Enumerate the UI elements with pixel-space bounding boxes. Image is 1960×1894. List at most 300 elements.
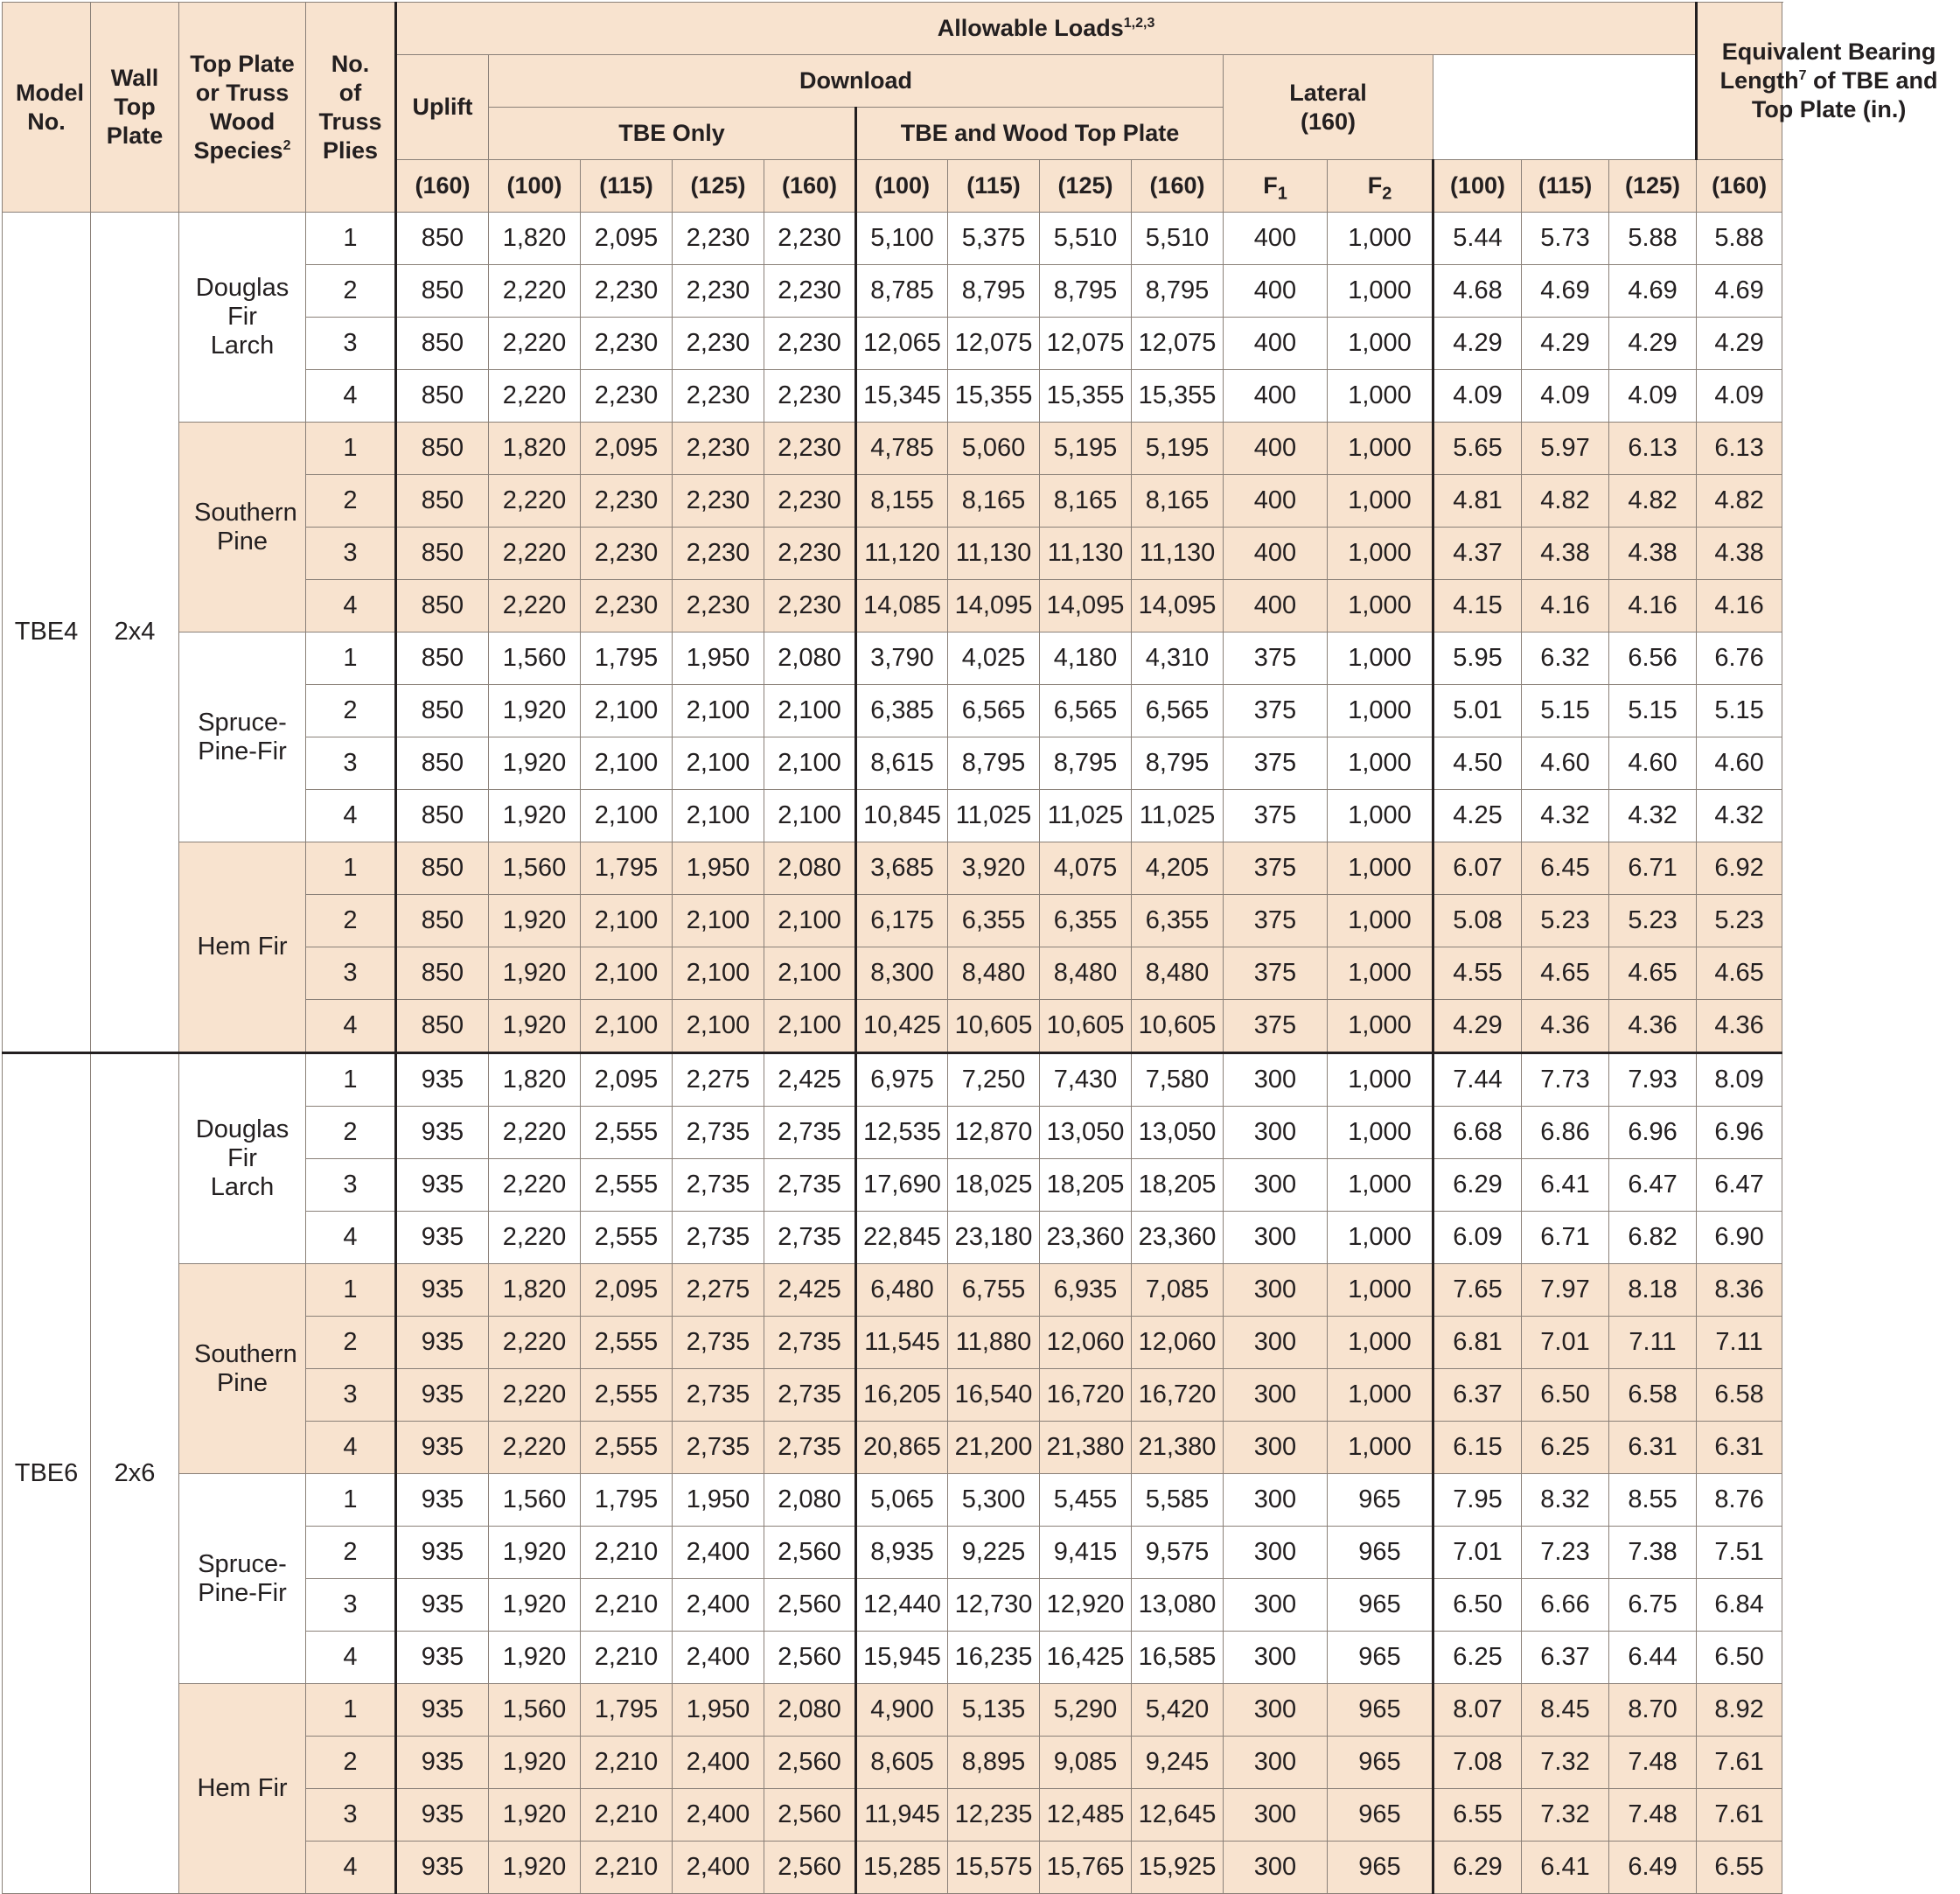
tbe-only-160-cell: 2,560 — [764, 1842, 856, 1894]
ebl-160-cell: 7.61 — [1697, 1737, 1782, 1789]
plies-cell: 2 — [306, 265, 396, 318]
tbe-wood-125-cell: 6,935 — [1040, 1264, 1132, 1317]
plies-cell: 2 — [306, 895, 396, 947]
header-model-no: Model No. — [3, 3, 91, 213]
tbe-wood-115-cell: 21,200 — [948, 1422, 1040, 1474]
ebl-160-cell: 8.76 — [1697, 1474, 1782, 1527]
uplift-160-cell: 850 — [396, 632, 489, 685]
ebl-100-cell: 4.81 — [1433, 475, 1522, 528]
lateral-f2-cell: 1,000 — [1328, 1422, 1433, 1474]
tbe-wood-125-cell: 5,455 — [1040, 1474, 1132, 1527]
tbe-wood-160-cell: 23,360 — [1132, 1212, 1224, 1264]
tbe-only-100-cell: 1,920 — [489, 790, 581, 842]
uplift-160-cell: 935 — [396, 1053, 489, 1107]
tbe-wood-100-cell: 15,285 — [856, 1842, 948, 1894]
header-tbe-wood-125: (125) — [1040, 160, 1132, 213]
ebl-100-cell: 5.44 — [1433, 213, 1522, 265]
uplift-160-cell: 850 — [396, 265, 489, 318]
tbe-only-160-cell: 2,230 — [764, 528, 856, 580]
ebl-160-cell: 6.50 — [1697, 1632, 1782, 1684]
ebl-100-cell: 5.01 — [1433, 685, 1522, 737]
tbe-only-100-cell: 1,920 — [489, 1000, 581, 1053]
header-lateral: Lateral (160) — [1224, 55, 1433, 160]
tbe-wood-100-cell: 12,440 — [856, 1579, 948, 1632]
tbe-wood-115-cell: 14,095 — [948, 580, 1040, 632]
ebl-125-cell: 4.16 — [1609, 580, 1697, 632]
tbe-wood-100-cell: 6,175 — [856, 895, 948, 947]
tbe-only-160-cell: 2,735 — [764, 1159, 856, 1212]
tbe-only-160-cell: 2,230 — [764, 265, 856, 318]
tbe-only-100-cell: 1,560 — [489, 1684, 581, 1737]
lateral-f1-cell: 300 — [1224, 1684, 1328, 1737]
tbe-wood-100-cell: 20,865 — [856, 1422, 948, 1474]
plies-cell: 3 — [306, 1579, 396, 1632]
tbe-only-125-cell: 2,400 — [673, 1579, 764, 1632]
tbe-only-160-cell: 2,100 — [764, 895, 856, 947]
ebl-160-cell: 6.31 — [1697, 1422, 1782, 1474]
tbe-wood-125-cell: 7,430 — [1040, 1053, 1132, 1107]
tbe-only-100-cell: 2,220 — [489, 1422, 581, 1474]
ebl-125-cell: 7.48 — [1609, 1789, 1697, 1842]
species-cell — [179, 842, 306, 1053]
tbe-wood-125-cell: 11,025 — [1040, 790, 1132, 842]
tbe-only-115-cell: 2,100 — [581, 790, 673, 842]
tbe-wood-100-cell: 10,845 — [856, 790, 948, 842]
ebl-115-cell: 4.32 — [1522, 790, 1609, 842]
ebl-115-cell: 4.38 — [1522, 528, 1609, 580]
ebl-100-cell: 7.44 — [1433, 1053, 1522, 1107]
ebl-125-cell: 4.09 — [1609, 370, 1697, 423]
tbe-wood-115-cell: 8,795 — [948, 737, 1040, 790]
tbe-wood-160-cell: 12,075 — [1132, 318, 1224, 370]
plies-cell: 1 — [306, 423, 396, 475]
ebl-125-cell: 4.65 — [1609, 947, 1697, 1000]
uplift-160-cell: 935 — [396, 1474, 489, 1527]
ebl-160-cell: 6.90 — [1697, 1212, 1782, 1264]
tbe-wood-160-cell: 10,605 — [1132, 1000, 1224, 1053]
plies-cell: 4 — [306, 1422, 396, 1474]
tbe-wood-160-cell: 12,060 — [1132, 1317, 1224, 1369]
tbe-only-115-cell: 2,555 — [581, 1422, 673, 1474]
ebl-160-cell: 6.13 — [1697, 423, 1782, 475]
ebl-125-cell: 6.75 — [1609, 1579, 1697, 1632]
plies-cell: 1 — [306, 213, 396, 265]
tbe-only-100-cell: 1,920 — [489, 947, 581, 1000]
lateral-f1-cell: 400 — [1224, 580, 1328, 632]
tbe-only-100-cell: 1,920 — [489, 1789, 581, 1842]
tbe-only-100-cell: 2,220 — [489, 475, 581, 528]
tbe-only-115-cell: 2,210 — [581, 1579, 673, 1632]
tbe-wood-100-cell: 22,845 — [856, 1212, 948, 1264]
plies-cell: 1 — [306, 842, 396, 895]
header-uplift-160: (160) — [396, 160, 489, 213]
ebl-160-cell: 6.76 — [1697, 632, 1782, 685]
lateral-f1-cell: 400 — [1224, 213, 1328, 265]
uplift-160-cell: 935 — [396, 1789, 489, 1842]
tbe-wood-100-cell: 14,085 — [856, 580, 948, 632]
species-cell — [179, 423, 306, 632]
tbe-wood-115-cell: 10,605 — [948, 1000, 1040, 1053]
tbe-only-125-cell: 2,230 — [673, 580, 764, 632]
tbe-wood-160-cell: 8,795 — [1132, 265, 1224, 318]
tbe-only-100-cell: 1,920 — [489, 1527, 581, 1579]
tbe-wood-125-cell: 13,050 — [1040, 1107, 1132, 1159]
tbe-wood-160-cell: 11,025 — [1132, 790, 1224, 842]
tbe-wood-160-cell: 8,795 — [1132, 737, 1224, 790]
tbe-wood-115-cell: 15,355 — [948, 370, 1040, 423]
tbe-only-115-cell: 2,230 — [581, 475, 673, 528]
header-ebl-100: (100) — [1433, 160, 1522, 213]
tbe-wood-115-cell: 11,880 — [948, 1317, 1040, 1369]
table-row — [3, 1053, 1782, 1107]
tbe-wood-100-cell: 8,615 — [856, 737, 948, 790]
tbe-only-160-cell: 2,080 — [764, 632, 856, 685]
header-tbe-wood-100: (100) — [856, 160, 948, 213]
lateral-f2-cell: 1,000 — [1328, 685, 1433, 737]
species-cell — [179, 1264, 306, 1474]
tbe-wood-115-cell: 18,025 — [948, 1159, 1040, 1212]
lateral-f2-cell: 965 — [1328, 1737, 1433, 1789]
tbe-only-115-cell: 2,230 — [581, 265, 673, 318]
tbe-wood-115-cell: 11,130 — [948, 528, 1040, 580]
lateral-f2-cell: 1,000 — [1328, 370, 1433, 423]
lateral-f2-cell: 1,000 — [1328, 1212, 1433, 1264]
tbe-only-100-cell: 1,920 — [489, 1632, 581, 1684]
tbe-only-125-cell: 2,735 — [673, 1317, 764, 1369]
plies-cell: 4 — [306, 1842, 396, 1894]
tbe-wood-125-cell: 5,510 — [1040, 213, 1132, 265]
plies-cell: 3 — [306, 1789, 396, 1842]
tbe-only-160-cell: 2,735 — [764, 1422, 856, 1474]
tbe-wood-115-cell: 9,225 — [948, 1527, 1040, 1579]
ebl-125-cell: 5.23 — [1609, 895, 1697, 947]
ebl-100-cell: 4.15 — [1433, 580, 1522, 632]
uplift-160-cell: 935 — [396, 1264, 489, 1317]
tbe-only-125-cell: 2,275 — [673, 1053, 764, 1107]
lateral-f1-cell: 375 — [1224, 632, 1328, 685]
ebl-125-cell: 4.29 — [1609, 318, 1697, 370]
ebl-115-cell: 8.45 — [1522, 1684, 1609, 1737]
plies-cell: 4 — [306, 1632, 396, 1684]
uplift-160-cell: 935 — [396, 1527, 489, 1579]
ebl-125-cell: 4.82 — [1609, 475, 1697, 528]
ebl-115-cell: 6.41 — [1522, 1842, 1609, 1894]
tbe-wood-100-cell: 11,120 — [856, 528, 948, 580]
header-ebl-160: (160) — [1697, 160, 1782, 213]
tbe-wood-160-cell: 14,095 — [1132, 580, 1224, 632]
tbe-only-115-cell: 1,795 — [581, 1474, 673, 1527]
tbe-wood-100-cell: 8,300 — [856, 947, 948, 1000]
ebl-115-cell: 7.32 — [1522, 1789, 1609, 1842]
lateral-f1-cell: 300 — [1224, 1264, 1328, 1317]
tbe-wood-115-cell: 11,025 — [948, 790, 1040, 842]
tbe-only-115-cell: 2,100 — [581, 685, 673, 737]
tbe-wood-160-cell: 16,720 — [1132, 1369, 1224, 1422]
species-cell — [179, 1053, 306, 1264]
lateral-f2-cell: 965 — [1328, 1789, 1433, 1842]
lateral-f2-cell: 965 — [1328, 1684, 1433, 1737]
wall-top-plate-cell: 2x4 — [91, 213, 179, 1053]
lateral-f2-cell: 965 — [1328, 1527, 1433, 1579]
uplift-160-cell: 850 — [396, 1000, 489, 1053]
tbe-wood-160-cell: 11,130 — [1132, 528, 1224, 580]
plies-cell: 2 — [306, 685, 396, 737]
tbe-wood-160-cell: 8,480 — [1132, 947, 1224, 1000]
tbe-wood-160-cell: 5,510 — [1132, 213, 1224, 265]
tbe-wood-115-cell: 5,375 — [948, 213, 1040, 265]
ebl-115-cell: 4.69 — [1522, 265, 1609, 318]
header-tbe-wood-160: (160) — [1132, 160, 1224, 213]
ebl-115-cell: 5.97 — [1522, 423, 1609, 475]
ebl-100-cell: 7.65 — [1433, 1264, 1522, 1317]
tbe-only-100-cell: 2,220 — [489, 580, 581, 632]
tbe-wood-100-cell: 15,345 — [856, 370, 948, 423]
tbe-only-125-cell: 2,735 — [673, 1107, 764, 1159]
tbe-wood-115-cell: 12,870 — [948, 1107, 1040, 1159]
tbe-only-125-cell: 1,950 — [673, 1474, 764, 1527]
tbe-only-160-cell: 2,080 — [764, 1684, 856, 1737]
tbe-only-115-cell: 1,795 — [581, 632, 673, 685]
header-tbe-wood-top-plate: TBE and Wood Top Plate — [856, 108, 1224, 160]
ebl-100-cell: 4.25 — [1433, 790, 1522, 842]
tbe-wood-100-cell: 4,900 — [856, 1684, 948, 1737]
plies-cell: 2 — [306, 1527, 396, 1579]
plies-cell: 2 — [306, 1317, 396, 1369]
tbe-only-160-cell: 2,560 — [764, 1737, 856, 1789]
tbe-wood-160-cell: 9,575 — [1132, 1527, 1224, 1579]
ebl-100-cell: 6.37 — [1433, 1369, 1522, 1422]
tbe-only-125-cell: 2,735 — [673, 1159, 764, 1212]
tbe-wood-100-cell: 5,065 — [856, 1474, 948, 1527]
tbe-only-100-cell: 1,560 — [489, 632, 581, 685]
tbe-only-160-cell: 2,560 — [764, 1527, 856, 1579]
ebl-125-cell: 4.38 — [1609, 528, 1697, 580]
tbe-only-125-cell: 2,400 — [673, 1527, 764, 1579]
table-row — [3, 1684, 1782, 1737]
lateral-f1-cell: 400 — [1224, 318, 1328, 370]
plies-cell: 4 — [306, 1000, 396, 1053]
tbe-only-100-cell: 2,220 — [489, 318, 581, 370]
tbe-wood-125-cell: 9,085 — [1040, 1737, 1132, 1789]
tbe-only-115-cell: 2,100 — [581, 895, 673, 947]
tbe-wood-160-cell: 9,245 — [1132, 1737, 1224, 1789]
wall-top-plate-cell: 2x6 — [91, 1053, 179, 1894]
tbe-wood-115-cell: 12,730 — [948, 1579, 1040, 1632]
ebl-100-cell: 6.25 — [1433, 1632, 1522, 1684]
lateral-f2-cell: 965 — [1328, 1632, 1433, 1684]
tbe-wood-160-cell: 6,355 — [1132, 895, 1224, 947]
ebl-160-cell: 6.96 — [1697, 1107, 1782, 1159]
table-row — [3, 213, 1782, 265]
species-label: Southern Pine — [194, 1339, 297, 1397]
tbe-wood-160-cell: 18,205 — [1132, 1159, 1224, 1212]
lateral-f2-cell: 1,000 — [1328, 265, 1433, 318]
tbe-only-125-cell: 2,230 — [673, 265, 764, 318]
tbe-wood-115-cell: 6,355 — [948, 895, 1040, 947]
lateral-f2-cell: 965 — [1328, 1842, 1433, 1894]
tbe-wood-100-cell: 6,975 — [856, 1053, 948, 1107]
ebl-160-cell: 4.38 — [1697, 528, 1782, 580]
tbe-wood-160-cell: 7,085 — [1132, 1264, 1224, 1317]
tbe-only-125-cell: 2,735 — [673, 1422, 764, 1474]
tbe-wood-125-cell: 6,355 — [1040, 895, 1132, 947]
ebl-160-cell: 4.36 — [1697, 1000, 1782, 1053]
tbe-wood-160-cell: 5,420 — [1132, 1684, 1224, 1737]
tbe-only-115-cell: 2,555 — [581, 1369, 673, 1422]
tbe-only-115-cell: 2,095 — [581, 213, 673, 265]
uplift-160-cell: 850 — [396, 947, 489, 1000]
uplift-160-cell: 935 — [396, 1422, 489, 1474]
lateral-f2-cell: 965 — [1328, 1579, 1433, 1632]
tbe-only-115-cell: 2,095 — [581, 1053, 673, 1107]
uplift-160-cell: 935 — [396, 1632, 489, 1684]
tbe-only-100-cell: 1,820 — [489, 1264, 581, 1317]
tbe-wood-125-cell: 10,605 — [1040, 1000, 1132, 1053]
ebl-115-cell: 7.32 — [1522, 1737, 1609, 1789]
tbe-wood-160-cell: 4,205 — [1132, 842, 1224, 895]
tbe-wood-125-cell: 5,195 — [1040, 423, 1132, 475]
tbe-only-115-cell: 2,210 — [581, 1632, 673, 1684]
header-ebl-125: (125) — [1609, 160, 1697, 213]
table-row — [3, 1474, 1782, 1527]
plies-cell: 1 — [306, 1474, 396, 1527]
tbe-wood-160-cell: 12,645 — [1132, 1789, 1224, 1842]
ebl-125-cell: 6.49 — [1609, 1842, 1697, 1894]
lateral-f1-cell: 375 — [1224, 1000, 1328, 1053]
lateral-f2-cell: 1,000 — [1328, 632, 1433, 685]
header-tbe-wood-115: (115) — [948, 160, 1040, 213]
tbe-only-160-cell: 2,100 — [764, 1000, 856, 1053]
ebl-115-cell: 4.29 — [1522, 318, 1609, 370]
header-download: Download — [489, 55, 1224, 108]
tbe-only-115-cell: 2,555 — [581, 1212, 673, 1264]
uplift-160-cell: 850 — [396, 213, 489, 265]
table-body — [3, 213, 1782, 1894]
lateral-f2-cell: 1,000 — [1328, 580, 1433, 632]
tbe-only-115-cell: 2,230 — [581, 580, 673, 632]
lateral-f2-cell: 965 — [1328, 1474, 1433, 1527]
tbe-wood-125-cell: 4,075 — [1040, 842, 1132, 895]
tbe-only-100-cell: 2,220 — [489, 1107, 581, 1159]
ebl-125-cell: 4.36 — [1609, 1000, 1697, 1053]
lateral-f1-cell: 300 — [1224, 1422, 1328, 1474]
uplift-160-cell: 935 — [396, 1212, 489, 1264]
tbe-only-160-cell: 2,080 — [764, 1474, 856, 1527]
tbe-only-115-cell: 2,100 — [581, 947, 673, 1000]
tbe-wood-125-cell: 21,380 — [1040, 1422, 1132, 1474]
lateral-f2-cell: 1,000 — [1328, 318, 1433, 370]
tbe-only-125-cell: 2,735 — [673, 1212, 764, 1264]
tbe-wood-115-cell: 8,480 — [948, 947, 1040, 1000]
tbe-wood-125-cell: 16,425 — [1040, 1632, 1132, 1684]
ebl-160-cell: 4.16 — [1697, 580, 1782, 632]
ebl-160-cell: 5.15 — [1697, 685, 1782, 737]
lateral-f2-cell: 1,000 — [1328, 423, 1433, 475]
lateral-f1-cell: 300 — [1224, 1317, 1328, 1369]
tbe-only-160-cell: 2,425 — [764, 1053, 856, 1107]
tbe-only-100-cell: 2,220 — [489, 370, 581, 423]
tbe-only-100-cell: 1,820 — [489, 1053, 581, 1107]
tbe-wood-100-cell: 6,480 — [856, 1264, 948, 1317]
ebl-100-cell: 6.09 — [1433, 1212, 1522, 1264]
plies-cell: 4 — [306, 1212, 396, 1264]
tbe-wood-160-cell: 13,050 — [1132, 1107, 1224, 1159]
ebl-100-cell: 6.81 — [1433, 1317, 1522, 1369]
tbe-wood-115-cell: 6,565 — [948, 685, 1040, 737]
tbe-only-115-cell: 2,555 — [581, 1159, 673, 1212]
tbe-only-125-cell: 2,275 — [673, 1264, 764, 1317]
tbe-wood-100-cell: 15,945 — [856, 1632, 948, 1684]
lateral-f1-cell: 400 — [1224, 370, 1328, 423]
ebl-160-cell: 6.84 — [1697, 1579, 1782, 1632]
tbe-wood-160-cell: 8,165 — [1132, 475, 1224, 528]
species-label: Spruce-Pine-Fir — [198, 708, 287, 765]
ebl-160-cell: 6.47 — [1697, 1159, 1782, 1212]
lateral-f2-cell: 1,000 — [1328, 895, 1433, 947]
tbe-wood-100-cell: 8,785 — [856, 265, 948, 318]
tbe-wood-100-cell: 11,945 — [856, 1789, 948, 1842]
ebl-160-cell: 4.29 — [1697, 318, 1782, 370]
header-tbe-only: TBE Only — [489, 108, 856, 160]
tbe-only-115-cell: 2,210 — [581, 1842, 673, 1894]
ebl-100-cell: 4.09 — [1433, 370, 1522, 423]
allowable-loads-table — [2, 2, 1938, 1894]
plies-cell: 2 — [306, 1737, 396, 1789]
uplift-160-cell: 850 — [396, 790, 489, 842]
tbe-only-125-cell: 2,100 — [673, 895, 764, 947]
tbe-only-125-cell: 1,950 — [673, 1684, 764, 1737]
uplift-160-cell: 850 — [396, 842, 489, 895]
lateral-f1-cell: 375 — [1224, 947, 1328, 1000]
tbe-wood-100-cell: 4,785 — [856, 423, 948, 475]
ebl-100-cell: 5.95 — [1433, 632, 1522, 685]
uplift-160-cell: 850 — [396, 895, 489, 947]
ebl-100-cell: 6.68 — [1433, 1107, 1522, 1159]
ebl-115-cell: 6.45 — [1522, 842, 1609, 895]
uplift-160-cell: 935 — [396, 1737, 489, 1789]
lateral-f1-cell: 300 — [1224, 1369, 1328, 1422]
tbe-only-100-cell: 2,220 — [489, 265, 581, 318]
species-label: Hem Fir — [197, 1774, 288, 1802]
tbe-only-160-cell: 2,230 — [764, 318, 856, 370]
plies-cell: 4 — [306, 370, 396, 423]
tbe-only-125-cell: 1,950 — [673, 632, 764, 685]
lateral-f1-cell: 300 — [1224, 1737, 1328, 1789]
uplift-160-cell: 935 — [396, 1369, 489, 1422]
plies-cell: 1 — [306, 632, 396, 685]
ebl-100-cell: 4.37 — [1433, 528, 1522, 580]
ebl-160-cell: 4.82 — [1697, 475, 1782, 528]
tbe-only-125-cell: 1,950 — [673, 842, 764, 895]
plies-cell: 3 — [306, 1159, 396, 1212]
ebl-160-cell: 6.55 — [1697, 1842, 1782, 1894]
ebl-115-cell: 7.01 — [1522, 1317, 1609, 1369]
tbe-wood-100-cell: 6,385 — [856, 685, 948, 737]
header-equivalent-bearing-length: Equivalent Bearing Length$^7$ of TBE and Top Plate (in.) — [1697, 3, 1782, 160]
tbe-only-160-cell: 2,230 — [764, 213, 856, 265]
tbe-only-115-cell: 2,095 — [581, 1264, 673, 1317]
tbe-only-125-cell: 2,400 — [673, 1789, 764, 1842]
ebl-115-cell: 5.23 — [1522, 895, 1609, 947]
uplift-160-cell: 935 — [396, 1684, 489, 1737]
tbe-only-160-cell: 2,560 — [764, 1632, 856, 1684]
uplift-160-cell: 850 — [396, 737, 489, 790]
tbe-wood-115-cell: 8,895 — [948, 1737, 1040, 1789]
tbe-only-100-cell: 1,920 — [489, 737, 581, 790]
lateral-f1-cell: 300 — [1224, 1579, 1328, 1632]
tbe-only-100-cell: 2,220 — [489, 528, 581, 580]
ebl-160-cell: 5.23 — [1697, 895, 1782, 947]
